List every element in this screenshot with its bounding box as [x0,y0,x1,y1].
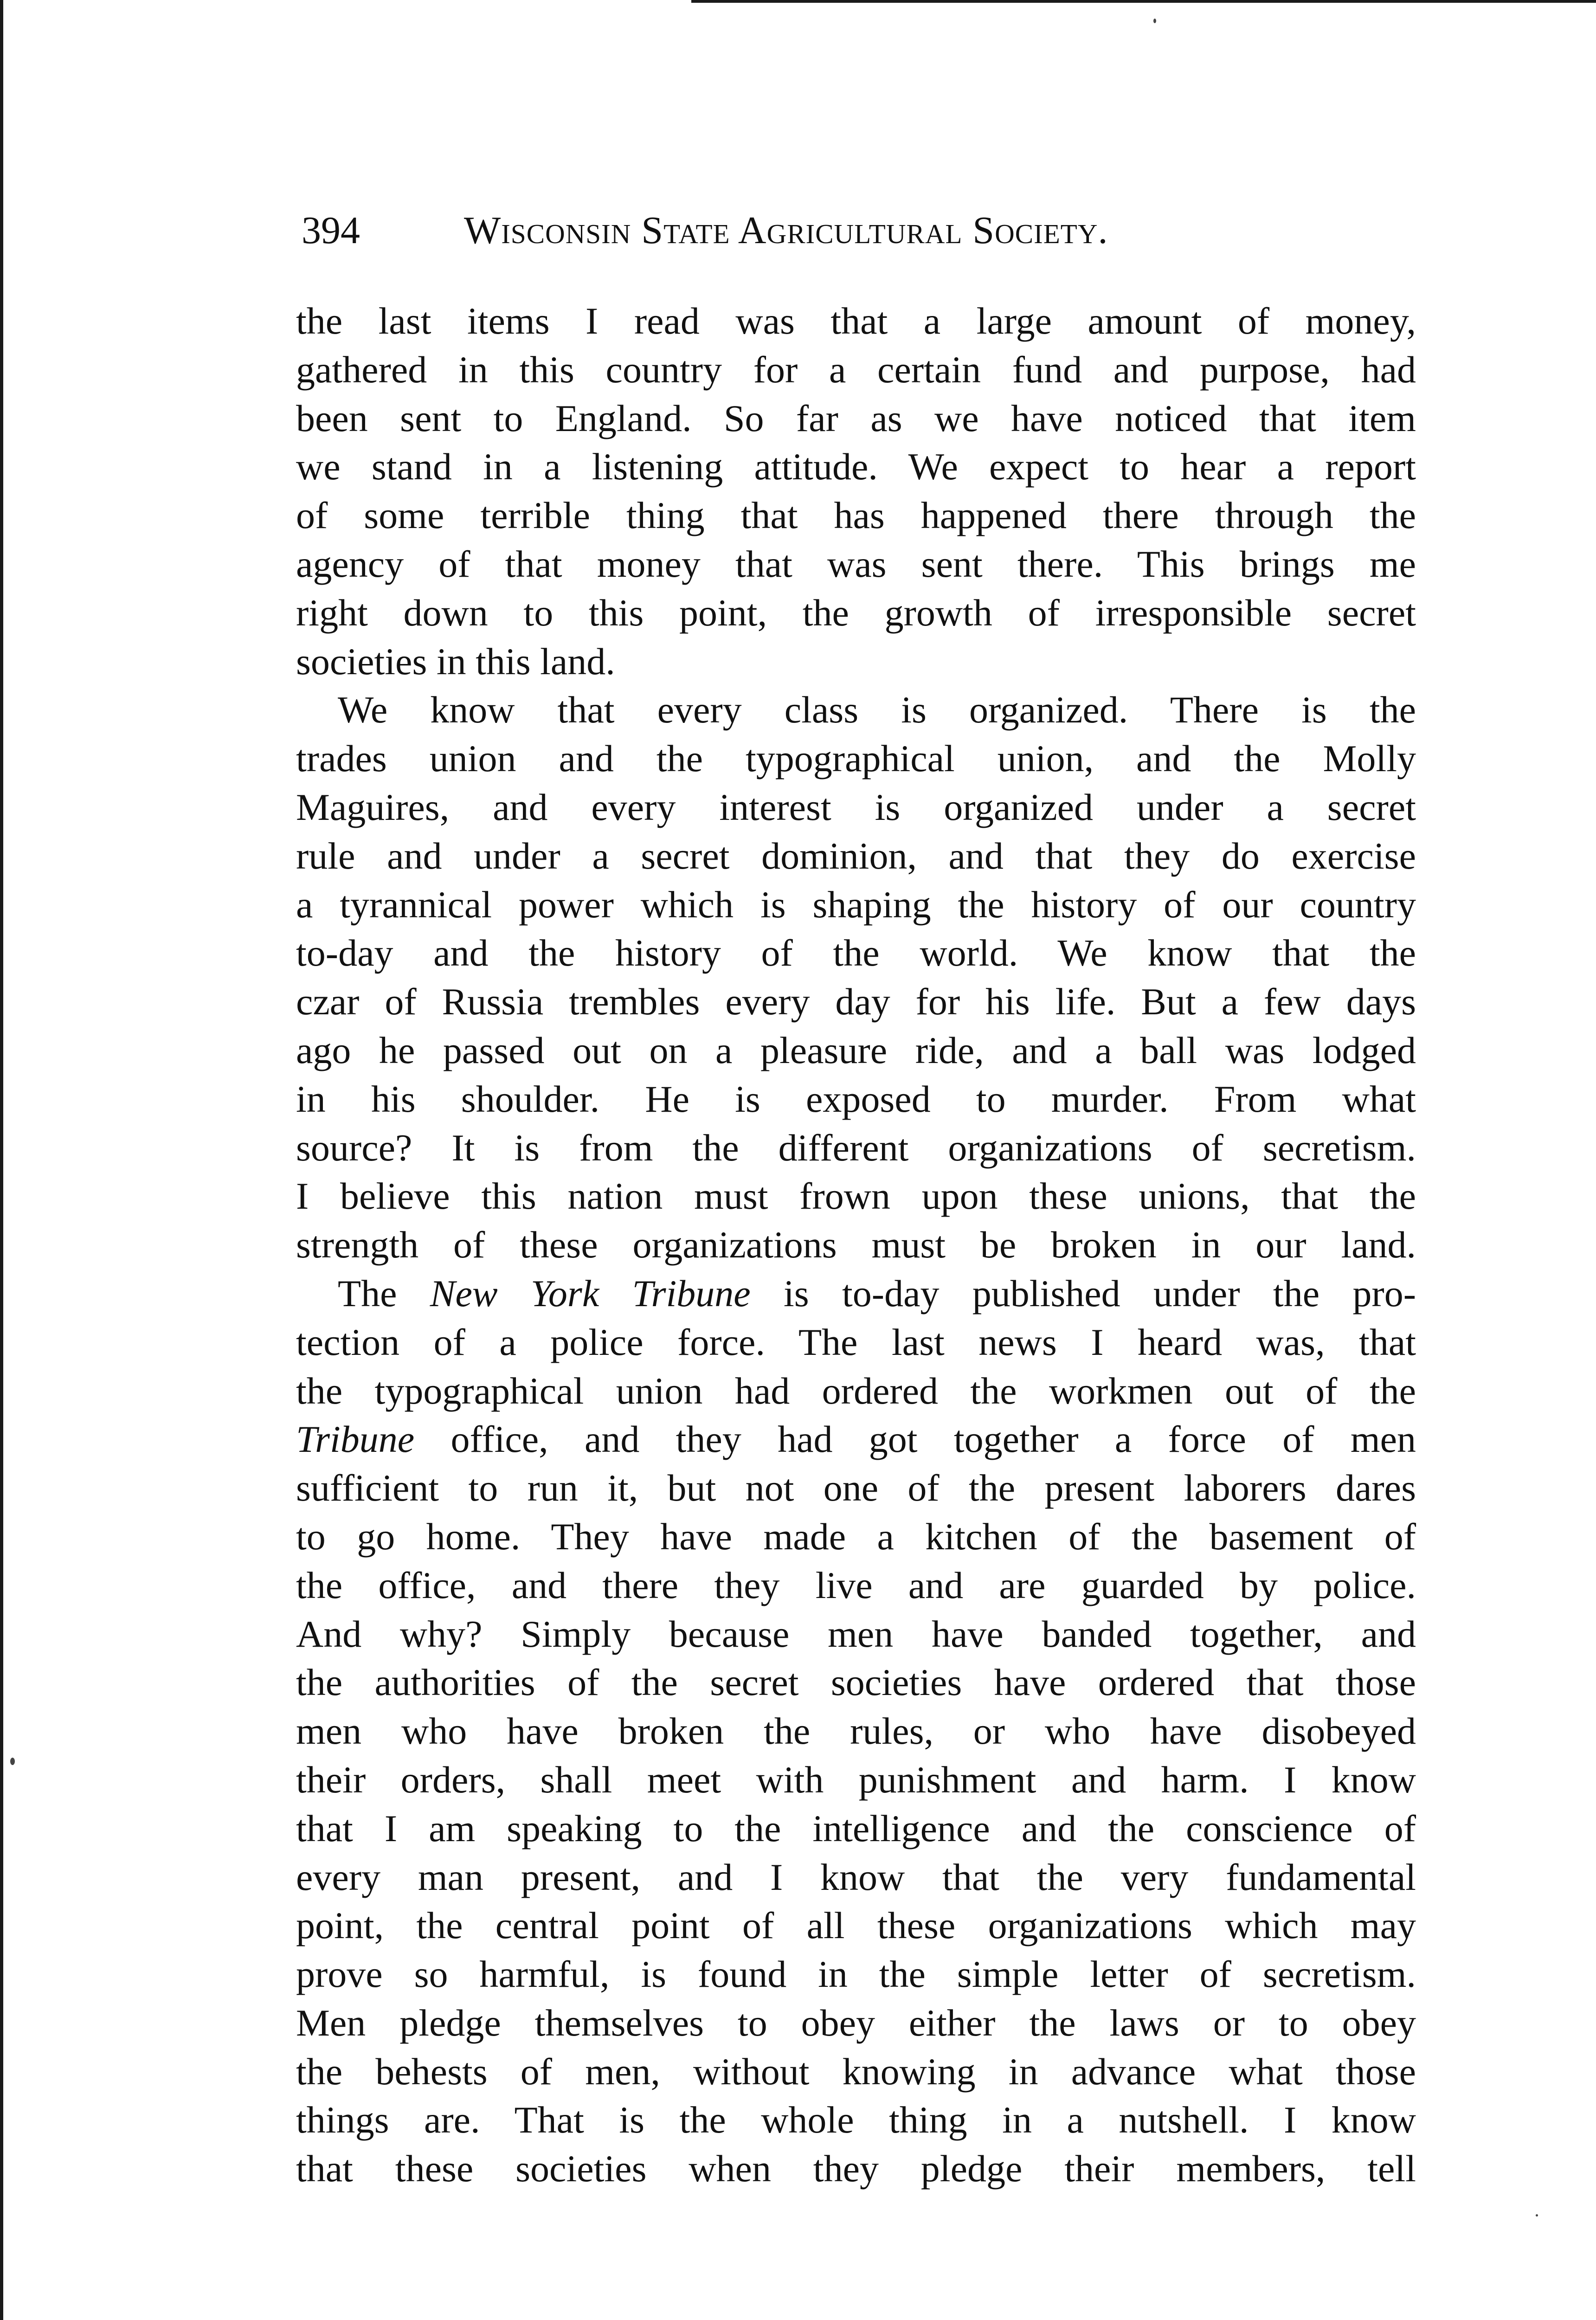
text-segment: is to-day published under the pro- [750,1272,1416,1315]
text-line: czar of Russia trembles every day for his life. But a few days [296,980,1416,1023]
text-line: gathered in this country for a certain fund and purpose, had [296,348,1416,391]
text-line: every man present, and I know that the very fundamental [296,1856,1416,1898]
left-page-edge [0,0,3,2320]
text-line: to-day and the history of the world. We know that the [296,932,1416,974]
text-line: the office, and there they live and are guarded by police. [296,1564,1416,1606]
newspaper-title: Tribune [296,1418,415,1461]
text-line: I believe this nation must frown upon these unions, that the [296,1175,1416,1218]
text-line: societies in this land. [296,640,615,683]
text-line: a tyrannical power which is shaping the history of our country [296,883,1416,926]
text-line: the last items I read was that a large amount of money, [296,300,1416,342]
text-line: been sent to England. So far as we have noticed that item [296,397,1416,439]
text-line: trades union and the typographical union, and the Molly [296,737,1416,780]
text-line: to go home. They have made a kitchen of the basement of [296,1515,1416,1558]
text-line [296,1270,1416,1318]
text-line: the authorities of the secret societies have ordered that those [296,1661,1416,1704]
page-header-title: Wisconsin State Agricultural Society. [464,209,1108,252]
text-line: rule and under a secret dominion, and that they do exercise [296,834,1416,877]
text-line: the behests of men, without knowing in advance what those [296,2050,1416,2093]
text-line: tection of a police force. The last news I heard was, that [296,1321,1416,1363]
text-line: in his shoulder. He is exposed to murder. From what [296,1077,1416,1120]
text-line: men who have broken the rules, or who have disobeyed [296,1710,1416,1753]
page-number: 394 [302,209,360,252]
text-line: their orders, shall meet with punishment and harm. I know [296,1758,1416,1801]
text-segment: The [338,1272,430,1315]
body-text [296,297,1416,2204]
text-line: And why? Simply because men have banded together, and [296,1612,1416,1655]
text-segment: office, and they had got together a force of men [414,1418,1416,1461]
text-line: that these societies when they pledge their members, tell [296,2147,1416,2190]
text-line: right down to this point, the growth of irresponsible secret [296,591,1416,634]
text-line: sufficient to run it, but not one of the present laborers dares [296,1467,1416,1509]
text-line: Maguires, and every interest is organized under a secret [296,786,1416,828]
newspaper-title: New York Tribune [430,1272,751,1315]
text-line: things are. That is the whole thing in a nutshell. I know [296,2099,1416,2141]
text-line: of some terrible thing that has happened there through the [296,494,1416,537]
text-line: prove so harmful, is found in the simple letter of secretism. [296,1953,1416,1996]
top-edge-rule [691,0,1596,3]
paper-speck [1536,2214,1538,2217]
text-line: agency of that money that was sent there. This brings me [296,542,1416,585]
text-line: point, the central point of all these organizations which may [296,1904,1416,1947]
text-line [296,1415,1416,1464]
text-line: Men pledge themselves to obey either the laws or to obey [296,2001,1416,2044]
paper-speck [1153,19,1156,23]
paper-speck [10,1758,15,1765]
text-line: the typographical union had ordered the workmen out of the [296,1369,1416,1412]
text-line: that I am speaking to the intelligence and the conscience of [296,1807,1416,1850]
text-line: strength of these organizations must be broken in our land. [296,1224,1416,1266]
text-line: we stand in a listening attitude. We expect to hear a report [296,445,1416,488]
running-head [302,205,1304,256]
text-line: We know that every class is organized. There is the [338,689,1416,731]
text-line: source? It is from the different organizations of secretism. [296,1126,1416,1169]
text-line: ago he passed out on a pleasure ride, and a ball was lodged [296,1029,1416,1071]
